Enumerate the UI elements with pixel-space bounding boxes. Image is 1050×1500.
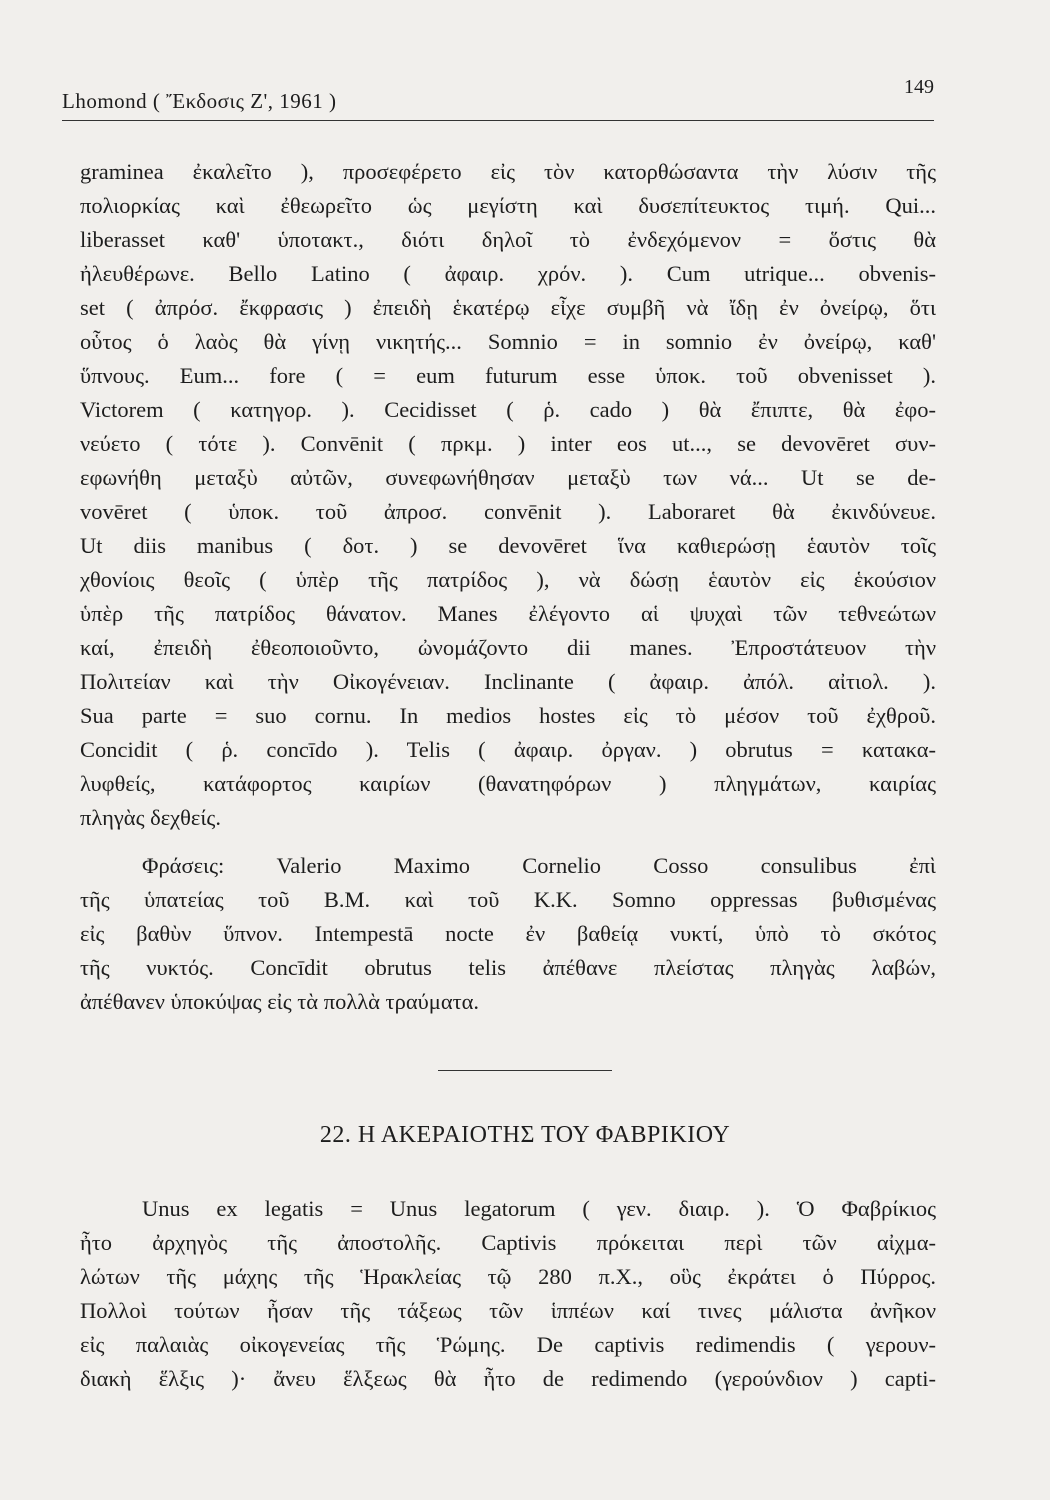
running-title: Lhomond ( Ἔκδοσις Ζ', 1961 ) [62,89,337,113]
text-line: ὕπνους. Eum... fore ( = eum futurum esse ὑποκ. τοῦ obvenisset ). [80,363,936,388]
text-line: ἦτο ἀρχηγὸς τῆς ἀποστολῆς. Captivis πρόκειται περὶ τῶν αἰχμα- [80,1230,936,1255]
text-line: Unus ex legatis = Unus legatorum ( γεν. διαιρ. ). Ὁ Φαβρίκιος [142,1196,936,1221]
text-line: εἰς παλαιὰς οἰκογενείας τῆς Ῥώμης. De captivis redimendis ( γερουν- [80,1332,936,1357]
text-line: νεύετο ( τότε ). Convēnit ( πρκμ. ) inter eos ut..., se devovēret συν- [80,431,936,456]
text-line: ἠλευθέρωνε. Bello Latino ( ἀφαιρ. χρόν. ). Cum utrique... obvenis- [80,261,936,286]
text-line: liberasset καθ' ὑποτακτ., διότι δηλοῖ τὸ ἐνδεχόμενον = ὅστις θὰ [80,227,936,252]
section-body [80,1192,936,1396]
text-line: λώτων τῆς μάχης τῆς Ἡρακλείας τῷ 280 π.Χ., οὓς ἐκράτει ὁ Πύρρος. [80,1264,936,1289]
text-line: Concidit ( ῥ. concīdo ). Telis ( ἀφαιρ. ὀργαν. ) obrutus = κατακα- [80,737,936,762]
text-line: Πολιτείαν καὶ τὴν Οἰκογένειαν. Inclinante ( ἀφαιρ. ἀπόλ. αἰτιολ. ). [80,669,936,694]
paragraph-notes [80,155,936,835]
text-line: εφωνήθη μεταξὺ αὐτῶν, συνεφωνήθησαν μεταξὺ των νά... Ut se de- [80,465,936,490]
section-divider [438,1070,612,1071]
text-line: χθονίοις θεοῖς ( ὑπὲρ τῆς πατρίδος ), νὰ δώσῃ ἑαυτὸν εἰς ἑκούσιον [80,567,936,592]
text-line: vovēret ( ὑποκ. τοῦ ἀπροσ. convēnit ). Laboraret θὰ ἐκινδύνευε. [80,499,936,524]
text-line: graminea ἐκαλεῖτο ), προσεφέρετο εἰς τὸν κατορθώσαντα τὴν λύσιν τῆς [80,159,936,184]
page-number: 149 [904,76,934,98]
text-line: Ut diis manibus ( δοτ. ) se devovēret ἵνα καθιερώσῃ ἑαυτὸν τοῖς [80,533,936,558]
text-line: Victorem ( κατηγορ. ). Cecidisset ( ῥ. cado ) θὰ ἔπιπτε, θὰ ἐφο- [80,397,936,422]
text-line: τῆς ὑπατείας τοῦ Β.Μ. καὶ τοῦ Κ.Κ. Somno oppressas βυθισμένας [80,887,936,912]
text-line: τῆς νυκτός. Concīdit obrutus telis ἀπέθανε πλείστας πληγὰς λαβών, [80,955,936,980]
commentary-body [80,155,936,1019]
text-line: εἰς βαθὺν ὕπνον. Intempestā nocte ἐν βαθείᾳ νυκτί, ὑπὸ τὸ σκότος [80,921,936,946]
paragraph-gap [80,835,936,849]
text-line: οὗτος ὁ λαὸς θὰ γίνῃ νικητής... Somnio = in somnio ἐν ὀνείρῳ, καθ' [80,329,936,354]
text-line: Πολλοὶ τούτων ἦσαν τῆς τάξεως τῶν ἱππέων καί τινες μάλιστα ἀνῆκον [80,1298,936,1323]
text-line: πολιορκίας καὶ ἐθεωρεῖτο ὡς μεγίστη καὶ δυσεπίτευκτος τιμή. Qui... [80,193,936,218]
paragraph-phrases [80,849,936,1019]
text-line: Sua parte = suo cornu. In medios hostes εἰς τὸ μέσον τοῦ ἐχθροῦ. [80,703,936,728]
text-line: ἀπέθανεν ὑποκύψας εἰς τὰ πολλὰ τραύματα. [80,989,480,1014]
section-title: 22. Η ΑΚΕΡΑΙΟΤΗΣ ΤΟΥ ΦΑΒΡΙΚΙΟΥ [319,1122,731,1148]
text-line: ὑπὲρ τῆς πατρίδος θάνατον. Manes ἐλέγοντο αἱ ψυχαὶ τῶν τεθνεώτων [80,601,936,626]
running-header [62,76,934,121]
text-line: διακὴ ἕλξις )· ἄνευ ἕλξεως θὰ ἦτο de redimendo (γερούνδιον ) capti- [80,1366,936,1391]
text-line: λυφθείς, κατάφορτος καιρίων (θανατηφόρων ) πληγμάτων, καιρίας [80,771,936,796]
text-line: set ( ἀπρόσ. ἔκφρασις ) ἐπειδὴ ἑκατέρῳ εἶχε συμβῆ νὰ ἴδῃ ἐν ὀνείρῳ, ὅτι [80,295,936,320]
text-line: καί, ἐπειδὴ ἐθεοποιοῦντο, ὠνομάζοντο dii manes. Ἐπροστάτευον τὴν [80,635,936,660]
text-line: Φράσεις: Valerio Maximo Cornelio Cosso consulibus ἐπὶ [142,853,936,878]
text-line: πληγὰς δεχθείς. [80,805,221,830]
